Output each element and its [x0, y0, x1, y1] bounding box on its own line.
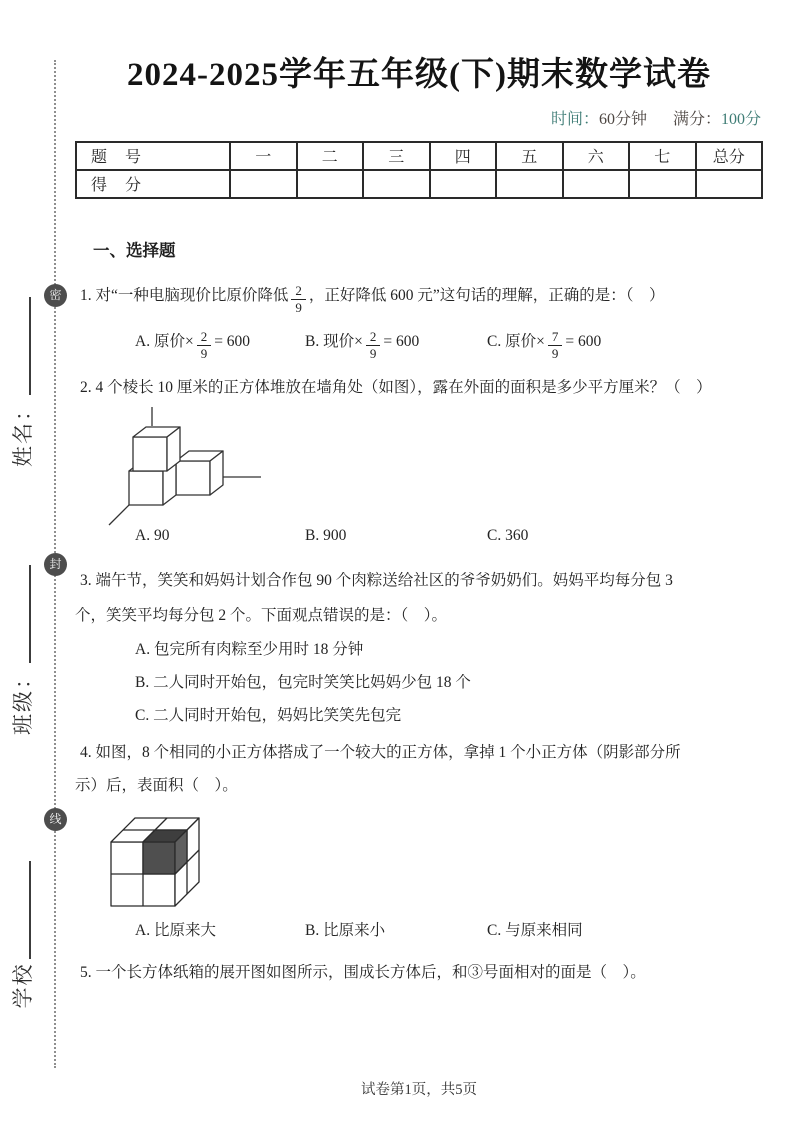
question-1: [80, 273, 763, 319]
question-4-options: [75, 918, 763, 950]
question-2-option-c: C. 360: [487, 526, 529, 544]
score-table-cell-label: 题 号: [76, 142, 230, 170]
seal-char-xian: 线: [44, 808, 67, 831]
seal-char-feng: 封: [44, 553, 67, 576]
score-table-score-row: [76, 170, 762, 198]
time-value: 60分钟: [598, 110, 647, 128]
question-4-line1: 4. 如图，8 个相同的小正方体搭成了一个较大的正方体，拿掉 1 个小正方体（阴影部分所: [80, 743, 681, 761]
full-score-key: 满分：: [672, 110, 721, 128]
question-4-option-c: C. 与原来相同: [487, 921, 583, 939]
question-5: 5. 一个长方体纸箱的展开图如图所示，围成长方体后，和③号面相对的面是（ ）。: [80, 963, 646, 981]
corner-cubes-figure: [103, 405, 763, 527]
page-footer: 试卷第1页，共5页: [361, 1082, 477, 1098]
fraction-2-9: $\frac{2}{9}$: [291, 284, 306, 314]
question-3-option-a: A. 包完所有肉粽至少用时 18 分钟: [135, 640, 364, 658]
section-title-choice: 一、选择题: [93, 240, 176, 260]
student-class-blank: [14, 565, 31, 663]
question-4-option-a: A. 比原来大: [135, 921, 216, 939]
score-cell: [363, 170, 430, 198]
score-table-col-1: 一: [230, 142, 297, 170]
score-table-col-2: 二: [297, 142, 364, 170]
score-cell: [496, 170, 563, 198]
score-cell: [230, 170, 297, 198]
exam-page: [75, 50, 763, 990]
question-3: [75, 563, 763, 633]
exam-meta: [75, 106, 761, 129]
fraction-2-9: $\frac{2}{9}$: [366, 330, 381, 360]
fraction-2-9: $\frac{2}{9}$: [197, 330, 212, 360]
question-1-option-b: B. 现价× $\frac{2}{9}$ = 600: [305, 328, 420, 361]
score-cell: [696, 170, 763, 198]
score-row-label: 得 分: [76, 170, 230, 198]
full-score-value: 100分: [720, 110, 761, 128]
question-1-text-after: ，正好降低 600 元”这句话的理解，正确的是：（ ）: [308, 286, 665, 304]
student-school-blank: [14, 862, 31, 960]
student-name-blank: [14, 297, 31, 395]
question-1-text-before: 1. 对“一种电脑现价比原价降低: [80, 286, 289, 304]
page-title: 2024-2025学年五年级(下)期末数学试卷: [127, 57, 711, 93]
score-table-col-total: 总分: [696, 142, 763, 170]
score-table-col-5: 五: [496, 142, 563, 170]
student-class-label: 班级：: [11, 666, 35, 735]
question-2: 2. 4 个棱长 10 厘米的正方体堆放在墙角处（如图），露在外面的面积是多少平方厘米？（ ）: [80, 378, 712, 396]
question-3-options: [135, 633, 763, 732]
student-name-label: 姓名：: [11, 398, 35, 467]
question-4-line2: 示）后，表面积（ ）。: [75, 776, 238, 794]
score-cell: [629, 170, 696, 198]
question-2-options: [75, 527, 763, 557]
question-2-option-b: B. 900: [305, 526, 347, 544]
student-school-field: [4, 840, 40, 1030]
time-key: 时间：: [550, 110, 599, 128]
question-1-option-c: C. 原价× $\frac{7}{9}$ = 600: [487, 328, 602, 361]
student-name-field: [4, 287, 40, 477]
question-3-line1: 3. 端午节，笑笑和妈妈计划合作包 90 个肉粽送给社区的爷爷奶奶们。妈妈平均每分包 3: [80, 571, 673, 589]
score-table: [75, 141, 763, 199]
score-table-col-4: 四: [430, 142, 497, 170]
question-1-option-a: A. 原价× $\frac{2}{9}$ = 600: [135, 328, 251, 361]
fraction-7-9: $\frac{7}{9}$: [548, 330, 563, 360]
score-table-col-7: 七: [629, 142, 696, 170]
question-4-option-b: B. 比原来小: [305, 921, 386, 939]
score-table-header-row: [76, 142, 762, 170]
question-3-line2: 个，笑笑平均每分包 2 个。下面观点错误的是：（ ）。: [75, 606, 448, 624]
shaded-cube-figure: [103, 802, 763, 910]
question-2-option-a: A. 90: [135, 526, 170, 544]
score-table-col-6: 六: [563, 142, 630, 170]
question-4: [75, 736, 763, 802]
question-3-option-c: C. 二人同时开始包，妈妈比笑笑先包完: [135, 706, 402, 724]
score-cell: [297, 170, 364, 198]
score-table-col-3: 三: [363, 142, 430, 170]
score-cell: [430, 170, 497, 198]
question-1-options: [75, 319, 763, 365]
score-cell: [563, 170, 630, 198]
student-school-label: 学校: [11, 962, 35, 1009]
student-class-field: [4, 555, 40, 745]
question-3-option-b: B. 二人同时开始包，包完时笑笑比妈妈少包 18 个: [135, 673, 471, 691]
seal-char-mi: 密: [44, 284, 67, 307]
